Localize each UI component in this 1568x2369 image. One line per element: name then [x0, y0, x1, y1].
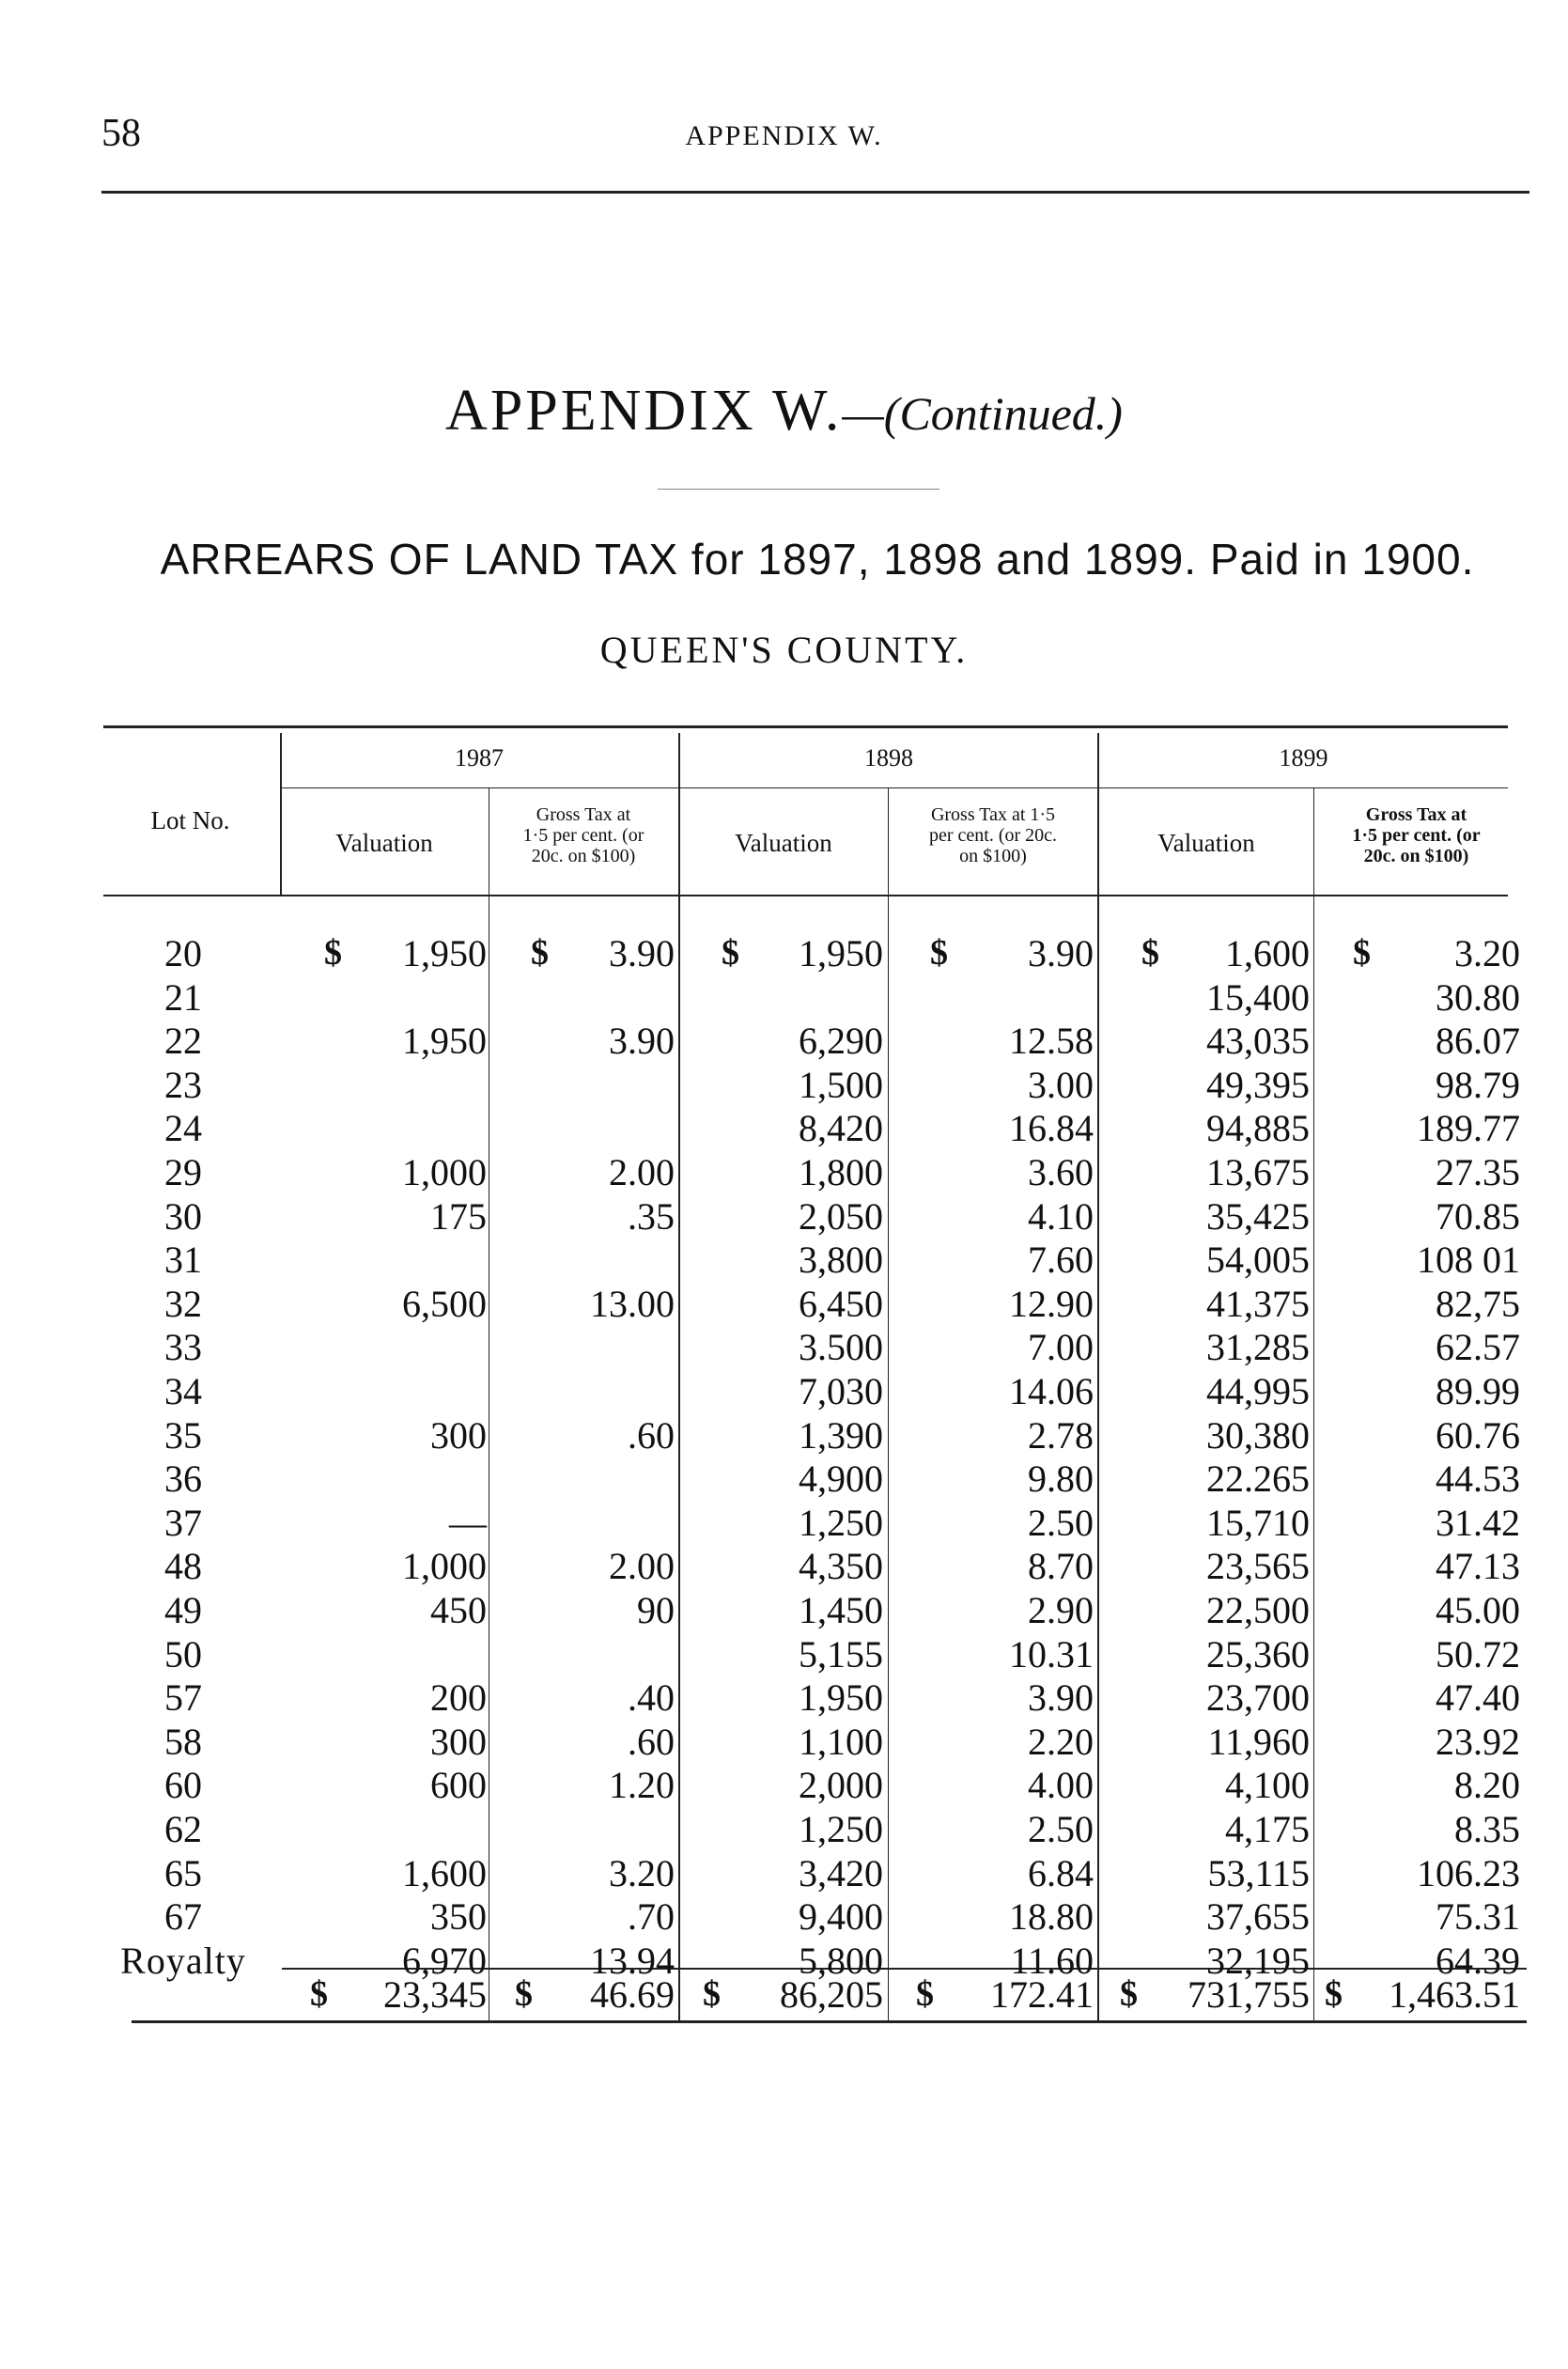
gross-tax-cell: 3.90 [1028, 1676, 1094, 1719]
gross-tax-cell: 9.80 [1028, 1457, 1094, 1500]
lot-number-cell: Royalty [120, 1940, 246, 1982]
gross-tax-cell: 82,75 [1436, 1283, 1520, 1325]
valuation-1899-header: Valuation [1157, 829, 1255, 857]
total-valuation-cell: 86,205 [780, 1973, 883, 2016]
gross-tax-1898-line: Gross Tax at 1·5 [930, 804, 1056, 825]
lot-number-cell: 67 [164, 1895, 202, 1938]
valuation-cell: 5,155 [799, 1633, 883, 1675]
page-title [0, 378, 1568, 444]
gross-tax-1899-header [1315, 804, 1517, 866]
valuation-cell: 1,250 [799, 1502, 883, 1544]
gross-tax-cell: 7.60 [1028, 1239, 1094, 1281]
col-rule [1097, 733, 1099, 2020]
gross-tax-cell: 23.92 [1436, 1721, 1520, 1763]
lot-number-cell: 49 [164, 1589, 202, 1631]
gross-tax-cell: 75.31 [1436, 1895, 1520, 1938]
valuation-cell: 23,565 [1206, 1545, 1310, 1587]
lot-no-header: Lot No. [150, 806, 230, 834]
gross-tax-cell: 8.35 [1454, 1808, 1520, 1850]
gross-tax-cell: 18.80 [1009, 1895, 1094, 1938]
gross-tax-cell: .60 [628, 1414, 675, 1457]
valuation-cell: 1,600 [402, 1852, 487, 1894]
valuation-cell: 94,885 [1206, 1107, 1310, 1149]
gross-tax-cell: 27.35 [1436, 1151, 1520, 1193]
valuation-cell: 35,425 [1206, 1195, 1310, 1238]
gross-tax-cell: 3.20 [1454, 932, 1520, 974]
gross-tax-cell: 90 [637, 1589, 675, 1631]
gross-tax-cell: 13.00 [590, 1283, 675, 1325]
valuation-cell: 1,950 [799, 1676, 883, 1719]
gross-tax-cell: 3.90 [1028, 932, 1094, 974]
total-gross-tax-cell: 172.41 [990, 1973, 1094, 2016]
gross-tax-cell: 3.00 [1028, 1064, 1094, 1106]
valuation-cell: 300 [430, 1414, 487, 1457]
gross-tax-cell: 30.80 [1436, 976, 1520, 1019]
valuation-cell: 1,950 [799, 932, 883, 974]
lot-number-cell: 36 [164, 1457, 202, 1500]
gross-tax-1897-line: 1·5 per cent. (or [522, 825, 644, 846]
gross-tax-cell: 47.40 [1436, 1676, 1520, 1719]
valuation-cell: 6,450 [799, 1283, 883, 1325]
valuation-cell: 1,800 [799, 1151, 883, 1193]
gross-tax-cell: 45.00 [1436, 1589, 1520, 1631]
gross-tax-cell: 31.42 [1436, 1502, 1520, 1544]
valuation-cell: 1,000 [402, 1151, 487, 1193]
col-rule [1313, 787, 1314, 2020]
gross-tax-cell: 6.84 [1028, 1852, 1094, 1894]
lot-number-cell: 34 [164, 1370, 202, 1412]
gross-tax-1898-line: per cent. (or 20c. [928, 825, 1058, 846]
currency-sign: $ [310, 1974, 328, 2014]
gross-tax-cell: 62.57 [1436, 1326, 1520, 1368]
lot-number-cell: 48 [164, 1545, 202, 1587]
valuation-cell: 13,675 [1206, 1151, 1310, 1193]
gross-tax-cell: 2.20 [1028, 1721, 1094, 1763]
gross-tax-cell: 2.50 [1028, 1808, 1094, 1850]
gross-tax-cell: 13.94 [590, 1940, 675, 1982]
gross-tax-cell: 50.72 [1436, 1633, 1520, 1675]
valuation-cell: 300 [430, 1721, 487, 1763]
total-gross-tax-cell: 46.69 [590, 1973, 675, 2016]
gross-tax-cell: 3.20 [609, 1852, 675, 1894]
valuation-cell: 4,900 [799, 1457, 883, 1500]
gross-tax-cell: 12.90 [1009, 1283, 1094, 1325]
valuation-cell: 7,030 [799, 1370, 883, 1412]
lot-number-cell: 20 [164, 932, 202, 974]
total-gross-tax-cell: 1,463.51 [1389, 1973, 1520, 2016]
gross-tax-1897-line: 20c. on $100) [531, 846, 636, 866]
currency-sign: $ [1120, 1974, 1138, 2014]
currency-sign: $ [916, 1974, 934, 2014]
lot-number-cell: 58 [164, 1721, 202, 1763]
valuation-cell: 41,375 [1206, 1283, 1310, 1325]
currency-sign: $ [703, 1974, 721, 2014]
valuation-cell: 3,420 [799, 1852, 883, 1894]
gross-tax-cell: 16.84 [1009, 1107, 1094, 1149]
valuation-cell: 4,350 [799, 1545, 883, 1587]
valuation-cell: 175 [430, 1195, 487, 1238]
lot-number-cell: 23 [164, 1064, 202, 1106]
currency-sign: $ [722, 933, 739, 973]
lot-number-cell: 29 [164, 1151, 202, 1193]
valuation-cell: 32,195 [1206, 1940, 1310, 1982]
gross-tax-cell: 64.39 [1436, 1940, 1520, 1982]
table-top-rule [103, 725, 1508, 728]
valuation-cell: 30,380 [1206, 1414, 1310, 1457]
gross-tax-cell: 44.53 [1436, 1457, 1520, 1500]
gross-tax-cell: .35 [628, 1195, 675, 1238]
lot-number-cell: 65 [164, 1852, 202, 1894]
valuation-cell: 2,000 [799, 1764, 883, 1806]
col-rule [888, 787, 889, 2020]
valuation-cell: 23,700 [1206, 1676, 1310, 1719]
gross-tax-1898-line: on $100) [959, 846, 1027, 866]
valuation-cell: 3,800 [799, 1239, 883, 1281]
gross-tax-cell: 60.76 [1436, 1414, 1520, 1457]
gross-tax-cell: 10.31 [1009, 1633, 1094, 1675]
gross-tax-cell: 89.99 [1436, 1370, 1520, 1412]
currency-sign: $ [1325, 1974, 1343, 2014]
lot-number-cell: 22 [164, 1020, 202, 1062]
valuation-cell: 1,390 [799, 1414, 883, 1457]
currency-sign: $ [930, 933, 948, 973]
lot-number-cell: 62 [164, 1808, 202, 1850]
gross-tax-cell: 8.20 [1454, 1764, 1520, 1806]
gross-tax-cell: 70.85 [1436, 1195, 1520, 1238]
table-bottom-rule [132, 2020, 1527, 2023]
valuation-cell: 44,995 [1206, 1370, 1310, 1412]
valuation-cell: 1,100 [799, 1721, 883, 1763]
gross-tax-cell: 8.70 [1028, 1545, 1094, 1587]
gross-tax-cell: 47.13 [1436, 1545, 1520, 1587]
valuation-1897-header: Valuation [335, 829, 433, 857]
valuation-cell: 6,290 [799, 1020, 883, 1062]
valuation-cell: 450 [430, 1589, 487, 1631]
page-title-continued: —(Continued.) [842, 387, 1123, 440]
valuation-cell: 43,035 [1206, 1020, 1310, 1062]
gross-tax-cell: .60 [628, 1721, 675, 1763]
valuation-cell: 8,420 [799, 1107, 883, 1149]
valuation-cell: 54,005 [1206, 1239, 1310, 1281]
lot-number-cell: 24 [164, 1107, 202, 1149]
col-rule [678, 733, 680, 2020]
valuation-cell: 6,500 [402, 1283, 487, 1325]
gross-tax-1898-header [889, 804, 1097, 866]
gross-tax-cell: 3.60 [1028, 1151, 1094, 1193]
valuation-cell: 5,800 [799, 1940, 883, 1982]
gross-tax-cell: 1.20 [609, 1764, 675, 1806]
page-title-main: APPENDIX W. [445, 379, 843, 443]
table-subtitle: ARREARS OF LAND TAX for 1897, 1898 and 1899. Paid in 1900. [160, 535, 1475, 584]
valuation-cell: 22.265 [1206, 1457, 1310, 1500]
header-bottom-rule [103, 895, 1508, 896]
lot-number-cell: 57 [164, 1676, 202, 1719]
lot-number-cell: 30 [164, 1195, 202, 1238]
lot-number-cell: 31 [164, 1239, 202, 1281]
gross-tax-1897-header [490, 804, 676, 866]
valuation-cell: 2,050 [799, 1195, 883, 1238]
valuation-cell: 53,115 [1207, 1852, 1310, 1894]
lot-number-cell: 60 [164, 1764, 202, 1806]
gross-tax-cell: 2.50 [1028, 1502, 1094, 1544]
currency-sign: $ [1141, 933, 1159, 973]
valuation-cell: 9,400 [799, 1895, 883, 1938]
county-heading: QUEEN'S COUNTY. [599, 629, 969, 671]
gross-tax-cell: .40 [628, 1676, 675, 1719]
valuation-cell: 25,360 [1206, 1633, 1310, 1675]
valuation-cell: 11,960 [1207, 1721, 1310, 1763]
currency-sign: $ [515, 1974, 533, 2014]
running-title: APPENDIX W. [685, 120, 883, 151]
gross-tax-1897-line: Gross Tax at [536, 804, 631, 825]
currency-sign: $ [531, 933, 549, 973]
gross-tax-cell: 7.00 [1028, 1326, 1094, 1368]
lot-number-cell: 50 [164, 1633, 202, 1675]
valuation-cell: 37,655 [1206, 1895, 1310, 1938]
year-1899-header: 1899 [1279, 744, 1328, 771]
lot-number-cell: 33 [164, 1326, 202, 1368]
valuation-cell: 600 [430, 1764, 487, 1806]
valuation-cell: 49,395 [1206, 1064, 1310, 1106]
gross-tax-cell: 2.90 [1028, 1589, 1094, 1631]
total-valuation-cell: 23,345 [383, 1973, 487, 2016]
valuation-cell: 1,250 [799, 1808, 883, 1850]
valuation-cell: 1,500 [799, 1064, 883, 1106]
valuation-1898-header: Valuation [735, 829, 832, 857]
lot-number-cell: 37 [164, 1502, 202, 1544]
page-number: 58 [101, 112, 141, 155]
valuation-cell: 4,100 [1225, 1764, 1310, 1806]
gross-tax-cell: .70 [628, 1895, 675, 1938]
header-rule [101, 191, 1529, 194]
gross-tax-cell: 3.90 [609, 1020, 675, 1062]
valuation-cell: 350 [430, 1895, 487, 1938]
valuation-cell: 1,600 [1225, 932, 1310, 974]
valuation-cell: 1,950 [402, 932, 487, 974]
valuation-cell: 1,000 [402, 1545, 487, 1587]
valuation-cell: — [449, 1502, 487, 1544]
gross-tax-cell: 108 01 [1417, 1239, 1520, 1281]
valuation-cell: 3.500 [799, 1326, 883, 1368]
year-1897-header: 1987 [455, 744, 504, 771]
gross-tax-cell: 189.77 [1417, 1107, 1520, 1149]
gross-tax-1899-line: 20c. on $100) [1363, 846, 1469, 866]
gross-tax-1899-line: 1·5 per cent. (or [1352, 825, 1481, 846]
lot-number-cell: 35 [164, 1414, 202, 1457]
gross-tax-cell: 14.06 [1009, 1370, 1094, 1412]
total-valuation-cell: 731,755 [1188, 1973, 1310, 2016]
gross-tax-1899-line: Gross Tax at [1365, 804, 1467, 825]
year-1898-header: 1898 [864, 744, 913, 771]
valuation-cell: 31,285 [1206, 1326, 1310, 1368]
gross-tax-cell: 2.78 [1028, 1414, 1094, 1457]
gross-tax-cell: 86.07 [1436, 1020, 1520, 1062]
valuation-cell: 15,400 [1206, 976, 1310, 1019]
gross-tax-cell: 3.90 [609, 932, 675, 974]
gross-tax-cell: 11.60 [1010, 1940, 1094, 1982]
lot-number-cell: 21 [164, 976, 202, 1019]
gross-tax-cell: 4.10 [1028, 1195, 1094, 1238]
currency-sign: $ [1353, 933, 1371, 973]
year-underline-rule [282, 787, 1508, 788]
valuation-cell: 6,970 [402, 1940, 487, 1982]
gross-tax-cell: 4.00 [1028, 1764, 1094, 1806]
gross-tax-cell: 98.79 [1436, 1064, 1520, 1106]
valuation-cell: 22,500 [1206, 1589, 1310, 1631]
lot-number-cell: 32 [164, 1283, 202, 1325]
gross-tax-cell: 2.00 [609, 1151, 675, 1193]
valuation-cell: 15,710 [1206, 1502, 1310, 1544]
valuation-cell: 4,175 [1225, 1808, 1310, 1850]
gross-tax-cell: 2.00 [609, 1545, 675, 1587]
valuation-cell: 1,450 [799, 1589, 883, 1631]
gross-tax-cell: 12.58 [1009, 1020, 1094, 1062]
title-divider [658, 489, 939, 490]
currency-sign: $ [324, 933, 342, 973]
valuation-cell: 200 [430, 1676, 487, 1719]
valuation-cell: 1,950 [402, 1020, 487, 1062]
gross-tax-cell: 106.23 [1417, 1852, 1520, 1894]
